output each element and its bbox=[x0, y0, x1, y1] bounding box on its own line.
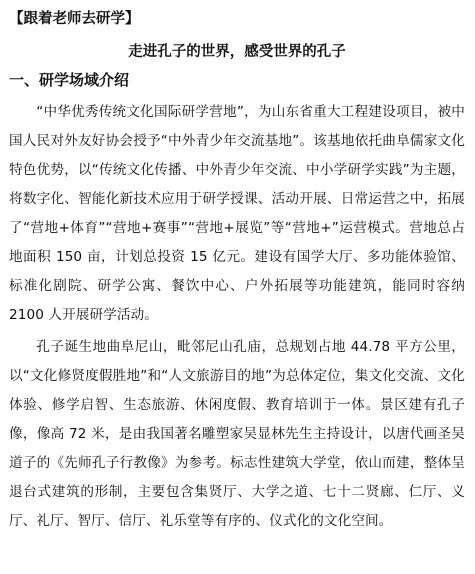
paragraph-nishan-intro: 孔子诞生地曲阜尼山，毗邻尼山孔庙，总规划占地 44.78 平方公里，以“文化修贤度假胜地”和“人文旅游目的地”为总体定位，集文化交流、文化体验、修学启智、生态旅游、休闲度假、教育培训于一体。景区建有孔子像，像高 72 米，是由我国著名雕塑家吴显林先生主持设计，以唐代画圣吴道子的《先师孔子行教像》为参考。标志性建筑大学堂，依山而建，整体呈退台式建筑的形制，主要包含集贤厅、大学之道、七十二贤廊、仁厅、义厅、礼厅、智厅、信厅、礼乐堂等有序的、仪式化的文化空间。 bbox=[9, 339, 465, 529]
article-title: 走进孔子的世界，感受世界的孔子 bbox=[128, 44, 346, 60]
section-heading: 一、研学场域介绍 bbox=[9, 71, 130, 89]
column-tag: 【跟着老师去研学】 bbox=[9, 11, 140, 27]
paragraph-camp-intro: “中华优秀传统文化国际研学营地”，为山东省重大工程建设项目，被中国人民对外友好协会授予“中外青少年交流基地”。该基地依托曲阜儒家文化特色优势，以“传统文化传播、中外青少年交流、中小学研学实践”为主题，将数字化、智能化新技术应用于研学授课、活动开展、日常运营之中，拓展了“营地+体育”“营地+赛事”“营地+展览”等“营地+”运营模式。营地总占地面积 150 亩，计划总投资 15 亿元。建设有国学大厅、多功能体验馆、标准化剧院、研学公寓、餐饮中心、户外拓展等功能建筑，能同时容纳 2100 人开展研学活动。 bbox=[9, 104, 465, 323]
